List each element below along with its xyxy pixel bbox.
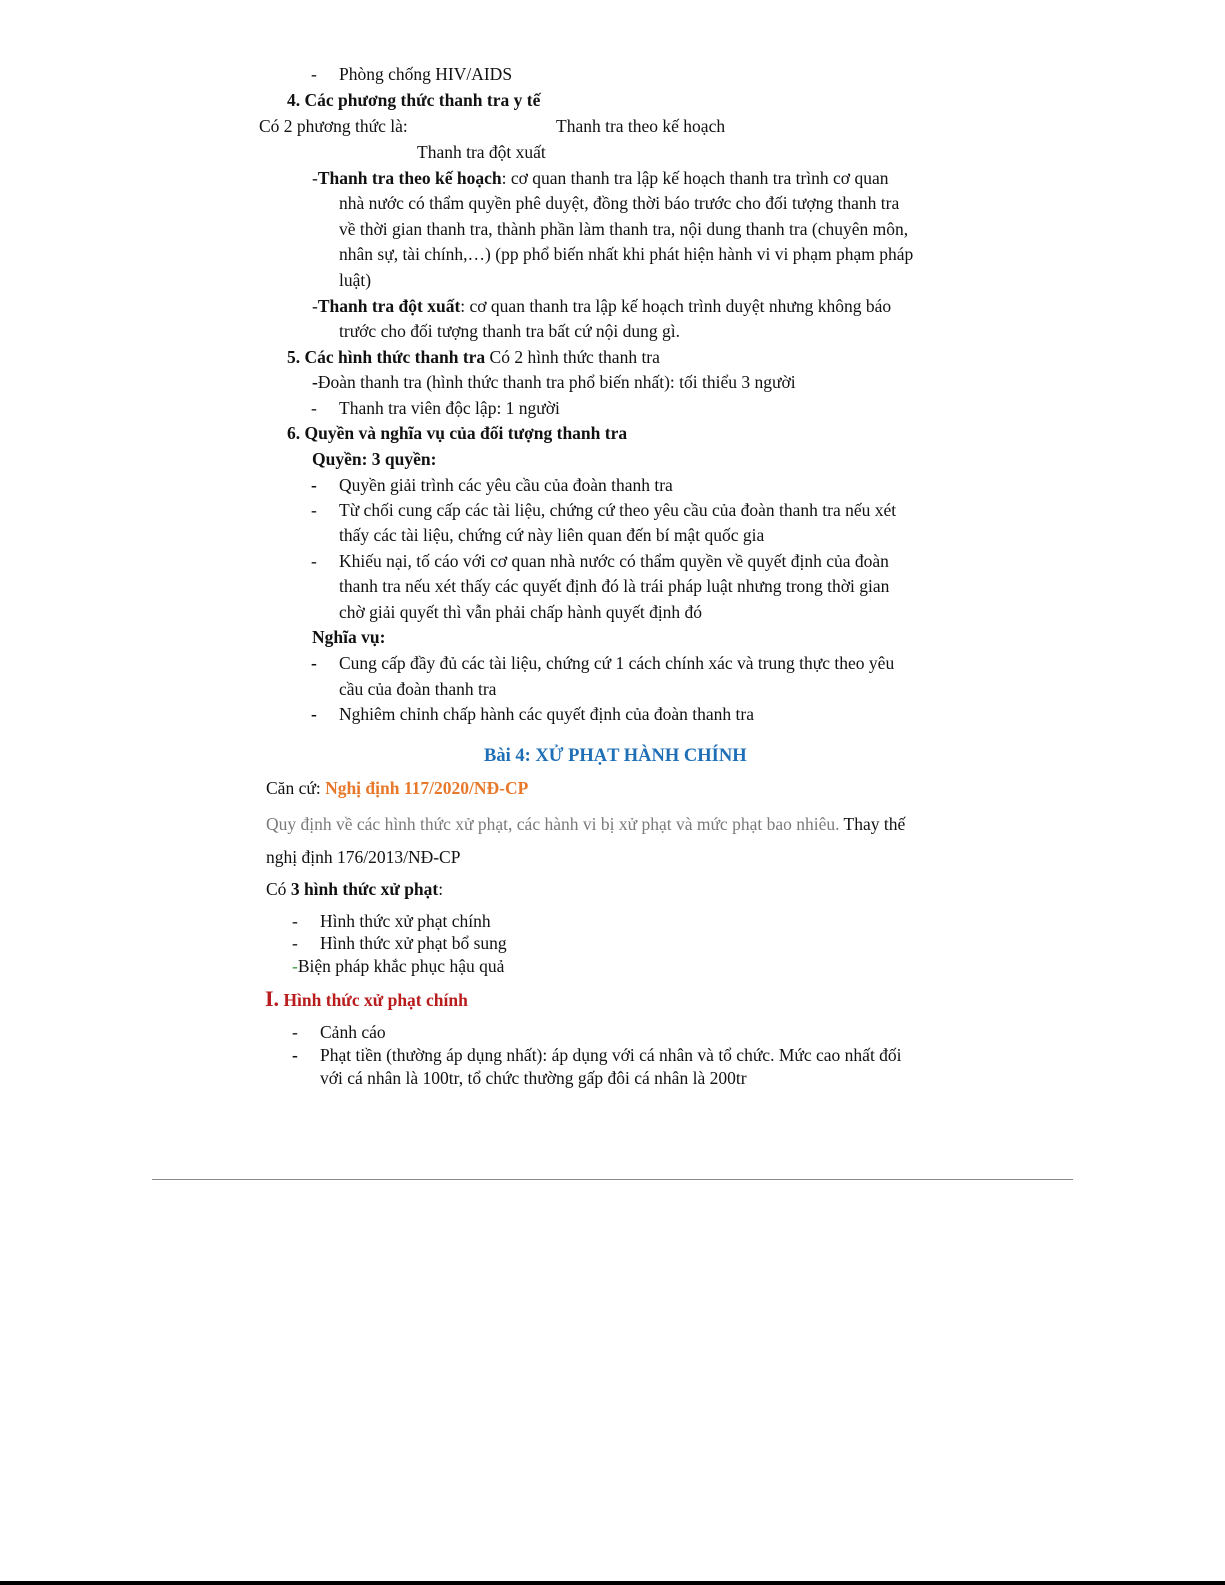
- list-item: Thanh tra viên độc lập: 1 người: [339, 398, 560, 418]
- page-divider: [152, 1179, 1073, 1180]
- list-item: Phạt tiền (thường áp dụng nhất): áp dụng với cá nhân và tổ chức. Mức cao nhất đối: [320, 1045, 902, 1065]
- decree-reference: Nghị định 117/2020/NĐ-CP: [325, 778, 529, 798]
- paragraph-line: [312, 166, 888, 190]
- list-dash: -: [292, 1022, 298, 1042]
- term: Thanh tra theo kế hoạch: [317, 168, 502, 188]
- list-dash: -: [311, 475, 317, 495]
- list-item: Thanh tra theo kế hoạch: [556, 116, 726, 136]
- term: Thanh tra đột xuất: [317, 296, 461, 316]
- list-dash: -: [311, 704, 317, 724]
- paragraph-line: [312, 294, 891, 318]
- list-item: Cảnh cáo: [320, 1022, 386, 1042]
- paragraph-line: nhân sự, tài chính,…) (pp phổ biến nhất khi phát hiện hành vi vi phạm phạm pháp: [339, 244, 914, 264]
- list-dash: -: [311, 653, 317, 673]
- list-item-continued: thấy các tài liệu, chứng cứ này liên quan đến bí mật quốc gia: [339, 525, 765, 545]
- list-dash: -: [292, 911, 298, 931]
- paragraph-line: nhà nước có thẩm quyền phê duyệt, đồng thời báo trước cho đối tượng thanh tra: [339, 193, 900, 213]
- paragraph-line: về thời gian thanh tra, thành phần làm thanh tra, nội dung thanh tra (chuyên môn,: [339, 219, 909, 239]
- list-item-continued: chờ giải quyết thì vẫn phải chấp hành quyết định đó: [339, 602, 703, 622]
- section-heading: I. Hình thức xử phạt chính: [265, 986, 468, 1011]
- list-item: Hình thức xử phạt bổ sung: [320, 933, 507, 953]
- list-item: Quyền giải trình các yêu cầu của đoàn thanh tra: [339, 475, 673, 495]
- list-dash: -: [312, 168, 318, 188]
- list-item: Từ chối cung cấp các tài liệu, chứng cứ theo yêu cầu của đoàn thanh tra nếu xét: [339, 500, 897, 520]
- list-dash: -: [311, 500, 317, 520]
- section-heading: 6. Quyền và nghĩa vụ của đối tượng thanh tra: [287, 423, 628, 443]
- paragraph-line: Quy định về các hình thức xử phạt, các hành vi bị xử phạt và mức phạt bao nhiêu. Thay thế: [266, 814, 906, 834]
- list-item: Khiếu nại, tố cáo với cơ quan nhà nước có thẩm quyền về quyết định của đoàn: [339, 551, 889, 571]
- list-item-continued: cầu của đoàn thanh tra: [339, 679, 497, 699]
- list-item: Hình thức xử phạt chính: [320, 911, 491, 931]
- list-item: Nghiêm chỉnh chấp hành các quyết định của đoàn thanh tra: [339, 704, 754, 724]
- list-dash: -: [311, 64, 317, 84]
- lesson-title: Bài 4: XỬ PHẠT HÀNH CHÍNH: [484, 746, 747, 766]
- list-dash: -: [292, 933, 298, 953]
- basis-line: Căn cứ: Nghị định 117/2020/NĐ-CP: [266, 778, 529, 798]
- list-item-continued: với cá nhân là 100tr, tổ chức thường gấp đôi cá nhân là 200tr: [320, 1068, 747, 1088]
- section-heading: 4. Các phương thức thanh tra y tế: [287, 90, 541, 110]
- list-item-continued: thanh tra nếu xét thấy các quyết định đó là trái pháp luật nhưng trong thời gian: [339, 576, 890, 596]
- list-item: -Biện pháp khắc phục hậu quả: [292, 956, 505, 976]
- paragraph-line: nghị định 176/2013/NĐ-CP: [266, 847, 461, 867]
- subheading: Quyền: 3 quyền:: [312, 449, 437, 469]
- text: : cơ quan thanh tra lập kế hoạch thanh tra trình cơ quan: [501, 168, 889, 188]
- list-item: Cung cấp đầy đủ các tài liệu, chứng cứ 1 cách chính xác và trung thực theo yêu: [339, 653, 895, 673]
- section-heading: 5. Các hình thức thanh tra Có 2 hình thức thanh tra: [287, 347, 660, 367]
- list-dash: -: [311, 398, 317, 418]
- list-dash: -: [292, 1045, 298, 1065]
- bottom-edge: [0, 1581, 1225, 1585]
- paragraph-line: Có 3 hình thức xử phạt:: [266, 879, 444, 899]
- paragraph-line: luật): [339, 270, 372, 290]
- paragraph-line: trước cho đối tượng thanh tra bất cứ nội dung gì.: [339, 321, 680, 341]
- text: : cơ quan thanh tra lập kế hoạch trình duyệt nhưng không báo: [460, 296, 892, 316]
- list-dash: -: [312, 296, 318, 316]
- list-dash: -: [311, 551, 317, 571]
- paragraph-text: Có 2 phương thức là:: [259, 116, 408, 136]
- list-item: Phòng chống HIV/AIDS: [339, 64, 513, 84]
- subheading: Nghĩa vụ:: [312, 627, 386, 647]
- list-item: Thanh tra đột xuất: [417, 142, 546, 162]
- list-item: -Đoàn thanh tra (hình thức thanh tra phổ biến nhất): tối thiểu 3 người: [312, 372, 796, 392]
